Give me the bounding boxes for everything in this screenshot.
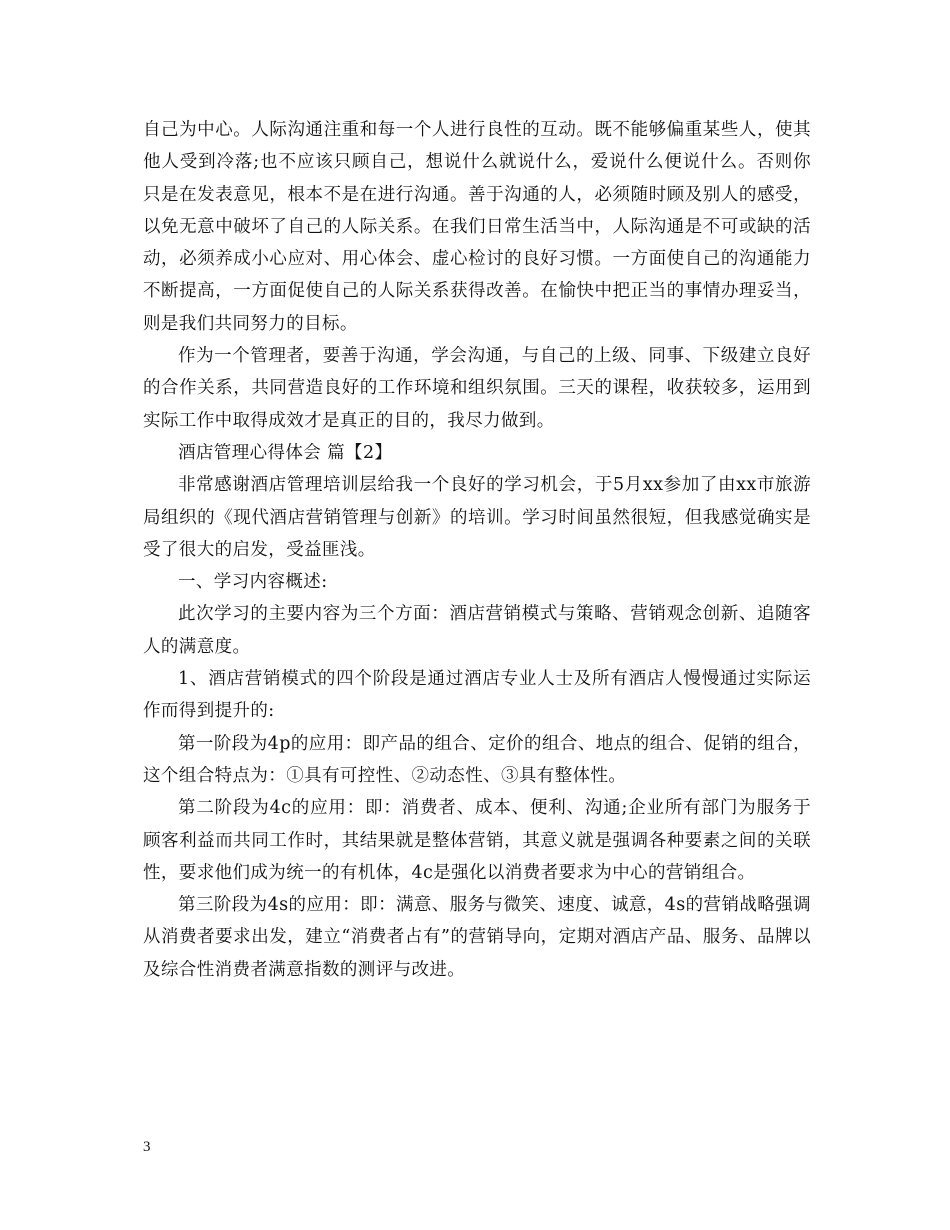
paragraph-3: 非常感谢酒店管理培训层给我一个良好的学习机会，于5月xx参加了由xx市旅游局组织的《现代酒店营销管理与创新》的培训。学习时间虽然很短，但我感觉确实是受了很大的启发，受益匪浅。 [143, 475, 811, 560]
paragraph-4: 此次学习的主要内容为三个方面：酒店营销模式与策略、营销观念创新、追随客人的满意度。 [143, 604, 811, 657]
paragraph-2: 作为一个管理者，要善于沟通，学会沟通，与自己的上级、同事、下级建立良好的合作关系，共同营造良好的工作环境和组织氛围。三天的课程，收获较多，运用到实际工作中取得成效才是真正的目的，我尽力做到。 [143, 346, 811, 431]
section-heading: 酒店管理心得体会 篇【2】 [178, 442, 393, 463]
paragraph-stage-3: 第三阶段为4s的应用：即：满意、服务与微笑、速度、诚意，4s的营销战略强调从消费者要求出发，建立“消费者占有”的营销导向，定期对酒店产品、服务、品牌以及综合性消费者满意指数的测评与改进。 [143, 895, 811, 980]
document-body [143, 114, 811, 986]
page-number: 3 [143, 1139, 151, 1155]
paragraph-5: 1、酒店营销模式的四个阶段是通过酒店专业人士及所有酒店人慢慢通过实际运作而得到提升的: [143, 669, 811, 722]
subheading-learning-overview: 一、学习内容概述: [178, 572, 328, 593]
paragraph-stage-1: 第一阶段为4p的应用：即产品的组合、定价的组合、地点的组合、促销的组合，这个组合特点为：①具有可控性、②动态性、③具有整体性。 [143, 733, 811, 786]
paragraph-1: 自己为中心。人际沟通注重和每一个人进行良性的互动。既不能够偏重某些人，使其他人受到冷落;也不应该只顾自己，想说什么就说什么，爱说什么便说什么。否则你只是在发表意见，根本不是在进行沟通。善于沟通的人，必须随时顾及别人的感受，以免无意中破坏了自己的人际关系。在我们日常生活当中，人际沟通是不可或缺的活动，必须养成小心应对、用心体会、虚心检讨的良好习惯。一方面使自己的沟通能力不断提高，一方面促使自己的人际关系获得改善。在愉快中把正当的事情办理妥当，则是我们共同努力的目标。 [143, 120, 811, 334]
paragraph-stage-2: 第二阶段为4c的应用：即：消费者、成本、便利、沟通;企业所有部门为服务于顾客利益而共同工作时，其结果就是整体营销，其意义就是强调各种要素之间的关联性，要求他们成为统一的有机体，4c是强化以消费者要求为中心的营销组合。 [143, 798, 811, 883]
